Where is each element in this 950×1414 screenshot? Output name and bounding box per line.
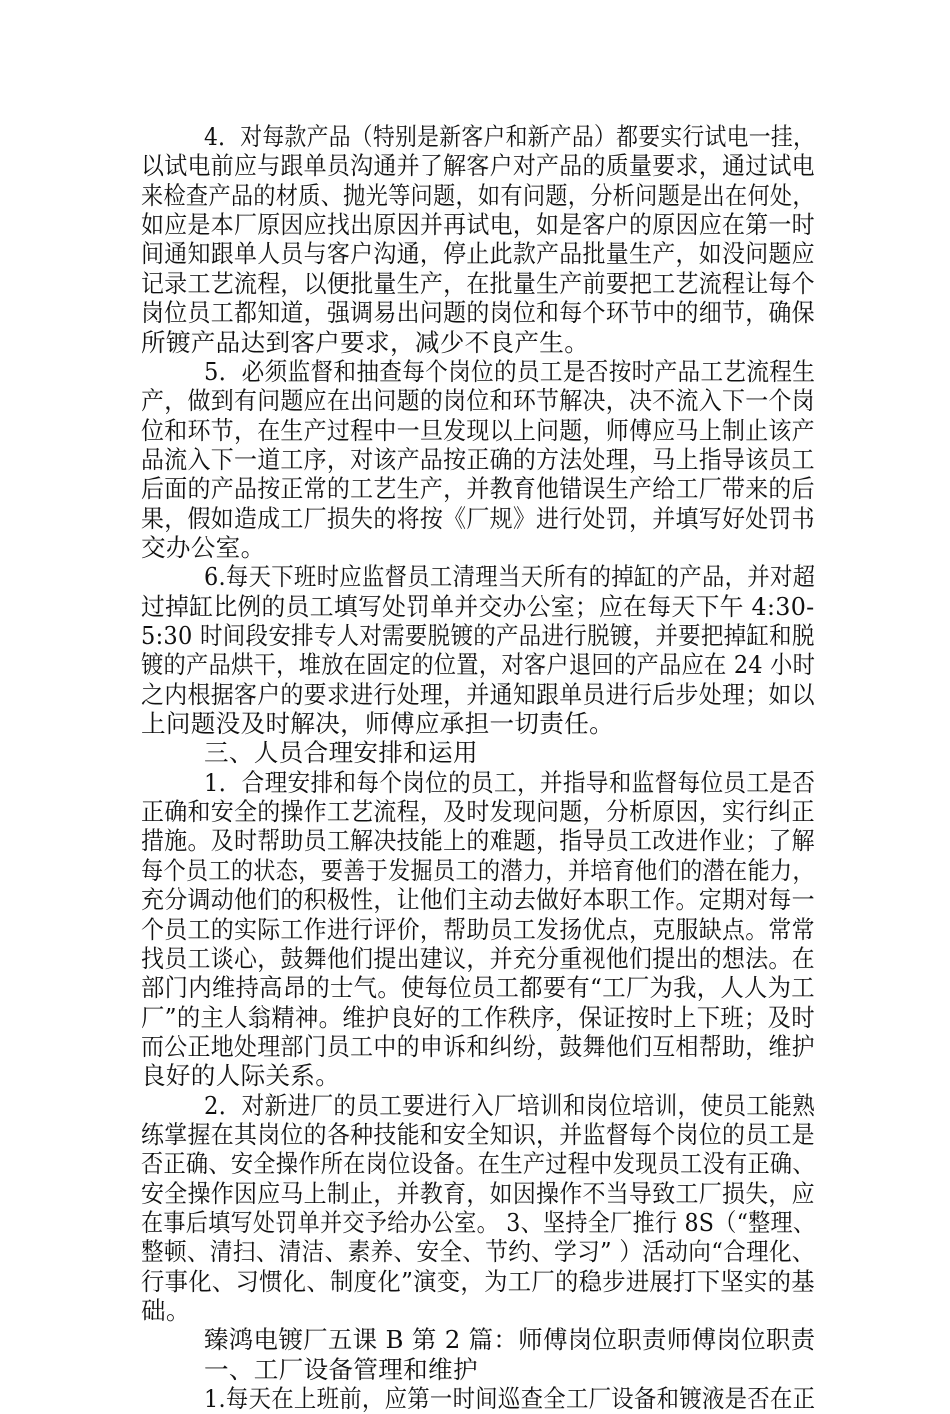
text-line: 个员工的实际工作进行评价，帮助员工发扬优点，克服缺点。常常: [141, 914, 815, 944]
text-line: 过掉缸比例的员工填写处罚单并交办公室；应在每天下午 4:30-: [141, 591, 815, 621]
text-line: 如应是本厂原因应找出原因并再试电，如是客户的原因应在第一时: [141, 210, 815, 240]
text-line: 镀的产品烘干，堆放在固定的位置，对客户退回的产品应在 24 小时: [141, 650, 816, 680]
text-line: 部门内维持高昂的士气。使每位员工都要有“工厂为我，人人为工: [141, 973, 815, 1003]
text-line: 产，做到有问题应在出问题的岗位和环节解决，决不流入下一个岗: [141, 386, 815, 416]
text-line: 之内根据客户的要求进行处理，并通知跟单员进行后步处理；如以: [141, 679, 815, 709]
text-line: 正确和安全的操作工艺流程，及时发现问题，分析原因，实行纠正: [141, 797, 815, 827]
text-line: 后面的产品按正常的工艺生产，并教育他错误生产给工厂带来的后: [141, 474, 815, 504]
text-line: 岗位员工都知道，强调易出问题的岗位和每个环节中的细节，确保: [141, 298, 815, 328]
text-line: 一、工厂设备管理和维护: [204, 1354, 478, 1384]
text-line: 安全操作因应马上制止，并教育，如因操作不当导致工厂损失，应: [141, 1178, 815, 1208]
text-line: 在事后填写处罚单并交予给办公室。 3、坚持全厂推行 8S（“整理、: [141, 1208, 816, 1237]
text-line: 4．对每款产品（特别是新客户和新产品）都要实行试电一挂，: [204, 122, 816, 151]
text-line: 行事化、习惯化、制度化”演变，为工厂的稳步进展打下坚实的基: [141, 1266, 815, 1296]
text-line: 充分调动他们的积极性，让他们主动去做好本职工作。定期对每一: [141, 885, 815, 915]
text-line: 1.每天在上班前，应第一时间巡查全工厂设备和镀液是否在正: [204, 1384, 816, 1413]
text-line: 找员工谈心，鼓舞他们提出建议，并充分重视他们提出的想法。在: [141, 943, 815, 973]
text-line: 上问题没及时解决，师傅应承担一切责任。: [141, 709, 614, 738]
text-line: 位和环节，在生产过程中一旦发现以上问题，师傅应马上制止该产: [141, 415, 815, 445]
text-line: 三、人员合理安排和运用: [204, 738, 478, 768]
text-line: 间通知跟单人员与客户沟通，停止此款产品批量生产，如没问题应: [141, 239, 815, 269]
text-line: 措施。及时帮助员工解决技能上的难题，指导员工改进作业；了解: [141, 826, 815, 856]
text-line: 5．必须监督和抽查每个岗位的员工是否按时产品工艺流程生: [204, 356, 816, 386]
text-line: 臻鸿电镀厂五课 B 第 2 篇：师傅岗位职责师傅岗位职责: [204, 1325, 816, 1355]
text-line: 果，假如造成工厂损失的将按《厂规》进行处罚，并填写好处罚书: [141, 503, 815, 533]
text-line: 良好的人际关系。: [141, 1061, 341, 1091]
text-line: 记录工艺流程，以便批量生产，在批量生产前要把工艺流程让每个: [141, 268, 815, 298]
text-line: 练掌握在其岗位的各种技能和安全知识，并监督每个岗位的员工是: [141, 1119, 815, 1149]
text-line: 交办公室。: [141, 532, 266, 562]
text-line: 所镀产品达到客户要求，减少不良产生。: [141, 327, 590, 357]
text-line: 1．合理安排和每个岗位的员工，并指导和监督每位员工是否: [204, 767, 816, 797]
text-line: 础。: [141, 1296, 191, 1325]
text-line: 而公正地处理部门员工中的申诉和纠纷，鼓舞他们互相帮助，维护: [141, 1031, 815, 1061]
text-line: 整顿、清扫、清洁、素养、安全、节约、学习” ）活动向“合理化、: [141, 1237, 815, 1267]
text-line: 来检查产品的材质、抛光等问题，如有问题，分析问题是出在何处，: [141, 180, 815, 210]
text-line: 品流入下一道工序，对该产品按正确的方法处理，马上指导该员工: [141, 444, 815, 474]
text-line: 厂”的主人翁精神。维护良好的工作秩序，保证按时上下班；及时: [141, 1002, 815, 1032]
text-line: 2．对新进厂的员工要进行入厂培训和岗位培训，使员工能熟: [204, 1090, 816, 1120]
text-line: 6.每天下班时应监督员工清理当天所有的掉缸的产品，并对超: [204, 562, 816, 592]
text-line: 否正确、安全操作所在岗位设备。在生产过程中发现员工没有正确、: [141, 1149, 815, 1179]
text-line: 5:30 时间段安排专人对需要脱镀的产品进行脱镀，并要把掉缸和脱: [141, 621, 815, 650]
text-line: 每个员工的状态，要善于发掘员工的潜力，并培育他们的潜在能力，: [141, 855, 815, 885]
text-line: 以试电前应与跟单员沟通并了解客户对产品的质量要求，通过试电: [141, 151, 815, 181]
